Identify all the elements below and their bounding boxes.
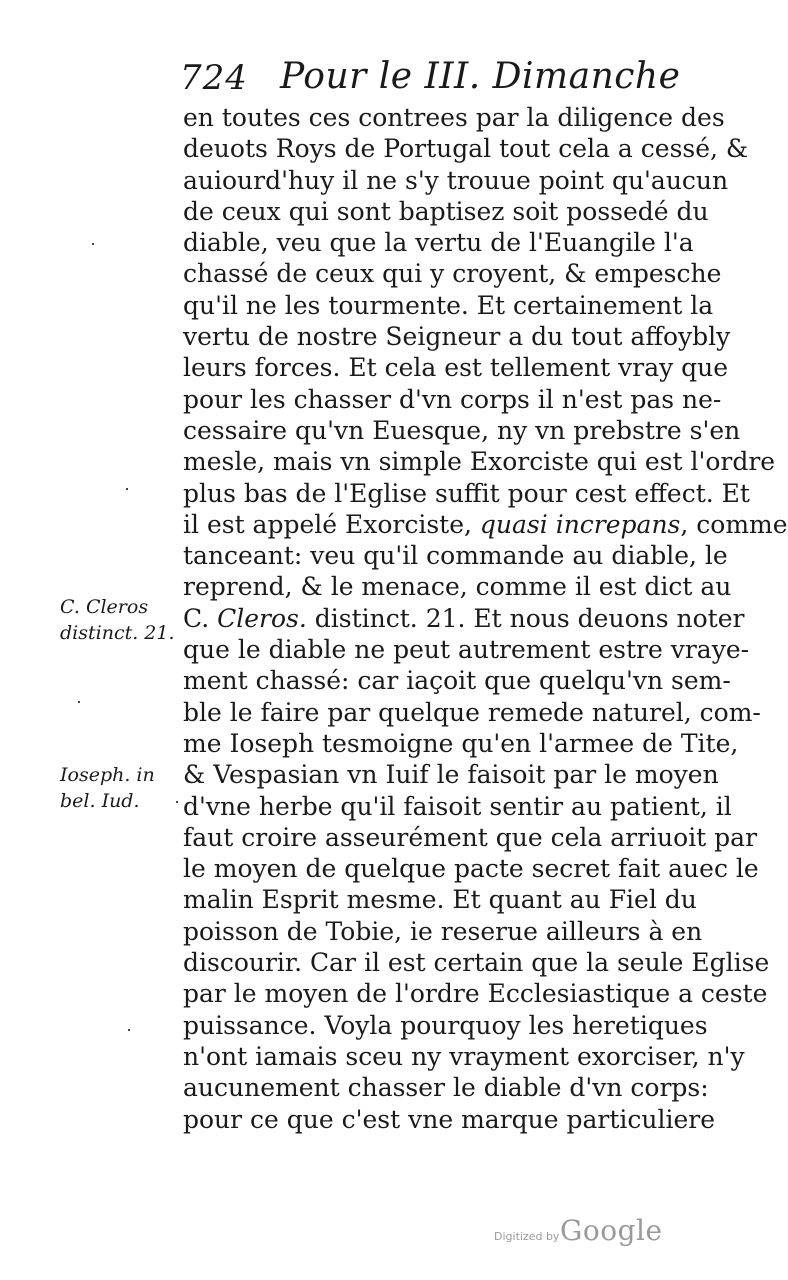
text-line xyxy=(183,791,732,822)
text-run: deuots Roys de Portugal tout cela a cessé, & xyxy=(183,134,749,164)
text-line xyxy=(183,415,741,446)
text-line xyxy=(183,133,749,164)
text-line xyxy=(183,728,739,759)
text-line xyxy=(183,478,750,509)
text-run: C. xyxy=(183,603,218,633)
text-run: diable, veu que la vertu de l'Euangile l'a xyxy=(183,228,694,258)
margin-note-line: distinct. 21. xyxy=(60,622,175,644)
text-line xyxy=(183,321,731,352)
margin-note-ioseph xyxy=(60,762,175,814)
italic-run: quasi increpans xyxy=(479,509,681,539)
text-run: reprend, & le menace, comme il est dict au xyxy=(183,572,732,602)
text-run: vertu de nostre Seigneur a du tout affoybly xyxy=(183,322,731,352)
text-run: leurs forces. Et cela est tellement vray que xyxy=(183,353,729,383)
text-run: chassé de ceux qui y croyent, & empesche xyxy=(183,259,722,289)
text-line xyxy=(183,540,728,571)
text-run: que le diable ne peut autrement estre vraye- xyxy=(183,635,750,665)
text-run: ble le faire par quelque remede naturel, com- xyxy=(183,697,761,727)
text-run: poisson de Tobie, ie reserue ailleurs à en xyxy=(183,916,703,946)
text-line xyxy=(183,822,758,853)
text-line xyxy=(183,884,697,915)
text-run: pour les chasser d'vn corps il n'est pas ne- xyxy=(183,384,722,414)
text-run: pour ce que c'est vne marque particuliere xyxy=(183,1104,716,1134)
margin-note-cleros xyxy=(60,594,175,646)
text-run: tanceant: veu qu'il commande au diable, le xyxy=(183,541,728,571)
page-number: 724 xyxy=(180,58,248,98)
text-line xyxy=(183,1072,709,1103)
text-run: distinct. 21. Et nous deuons noter xyxy=(306,603,745,633)
text-run: mesle, mais vn simple Exorciste qui est l'ordre xyxy=(183,447,776,477)
text-run: n'ont iamais sceu ny vrayment exorciser, n'y xyxy=(183,1041,745,1071)
digitized-watermark xyxy=(494,1214,694,1254)
ink-speck xyxy=(126,488,128,490)
text-run: auiourd'huy il ne s'y trouue point qu'aucun xyxy=(183,165,729,195)
ink-speck xyxy=(92,243,94,245)
ink-speck xyxy=(176,801,178,803)
text-line xyxy=(183,384,722,415)
text-run: qu'il ne les tourmente. Et certainement la xyxy=(183,290,714,320)
text-run: & Vespasian vn Iuif le faisoit par le moyen xyxy=(183,760,719,790)
text-run: il est appelé Exorciste, xyxy=(183,509,480,539)
text-run: plus bas de l'Eglise suffit pour cest effect. Et xyxy=(183,478,750,508)
text-line xyxy=(183,258,722,289)
margin-note-line: Ioseph. in xyxy=(60,764,155,786)
text-line xyxy=(183,165,729,196)
ink-speck xyxy=(128,1029,130,1031)
text-line xyxy=(183,1041,745,1072)
text-run: d'vne herbe qu'il faisoit sentir au patient, il xyxy=(183,791,732,821)
text-run: le moyen de quelque pacte secret fait auec le xyxy=(183,854,759,884)
page-header xyxy=(180,52,700,102)
text-run: faut croire asseurément que cela arriuoit par xyxy=(183,822,758,852)
text-line xyxy=(183,634,750,665)
text-line xyxy=(183,290,714,321)
text-line xyxy=(183,571,732,602)
text-run: , comme xyxy=(680,509,788,539)
text-run: me Ioseph tesmoigne qu'en l'armee de Tite, xyxy=(183,728,739,758)
text-run: en toutes ces contrees par la diligence des xyxy=(183,103,725,132)
text-run: discourir. Car il est certain que la seule Eglise xyxy=(183,948,770,978)
text-line xyxy=(183,196,709,227)
text-line xyxy=(183,853,759,884)
text-line xyxy=(183,603,745,634)
watermark-caption: Digitized by xyxy=(494,1230,560,1243)
text-run: aucunement chasser le diable d'vn corps: xyxy=(183,1073,709,1103)
body-text xyxy=(183,102,788,1135)
text-line xyxy=(183,227,694,258)
text-line xyxy=(183,102,725,133)
italic-run: Cleros. xyxy=(217,603,307,633)
text-line xyxy=(183,947,770,978)
text-line xyxy=(183,509,788,540)
text-run: par le moyen de l'ordre Ecclesiastique a ceste xyxy=(183,979,768,1009)
text-run: ment chassé: car iaçoit que quelqu'vn sem- xyxy=(183,666,731,696)
text-line xyxy=(183,446,776,477)
text-run: de ceux qui sont baptisez soit possedé du xyxy=(183,196,709,226)
google-logo: Google xyxy=(560,1214,663,1247)
ink-speck xyxy=(78,701,80,703)
text-line xyxy=(183,1104,716,1135)
running-title: Pour le III. Dimanche xyxy=(280,56,681,97)
text-line xyxy=(183,352,729,383)
text-line xyxy=(183,1010,708,1041)
text-run: cessaire qu'vn Euesque, ny vn prebstre s'en xyxy=(183,415,741,445)
text-line xyxy=(183,978,768,1009)
text-run: malin Esprit mesme. Et quant au Fiel du xyxy=(183,885,697,915)
margin-note-line: C. Cleros xyxy=(60,596,149,618)
text-line xyxy=(183,759,719,790)
margin-note-line: bel. Iud. xyxy=(60,790,140,812)
text-line xyxy=(183,697,761,728)
text-run: puissance. Voyla pourquoy les heretiques xyxy=(183,1010,708,1040)
text-line xyxy=(183,665,731,696)
text-line xyxy=(183,916,703,947)
